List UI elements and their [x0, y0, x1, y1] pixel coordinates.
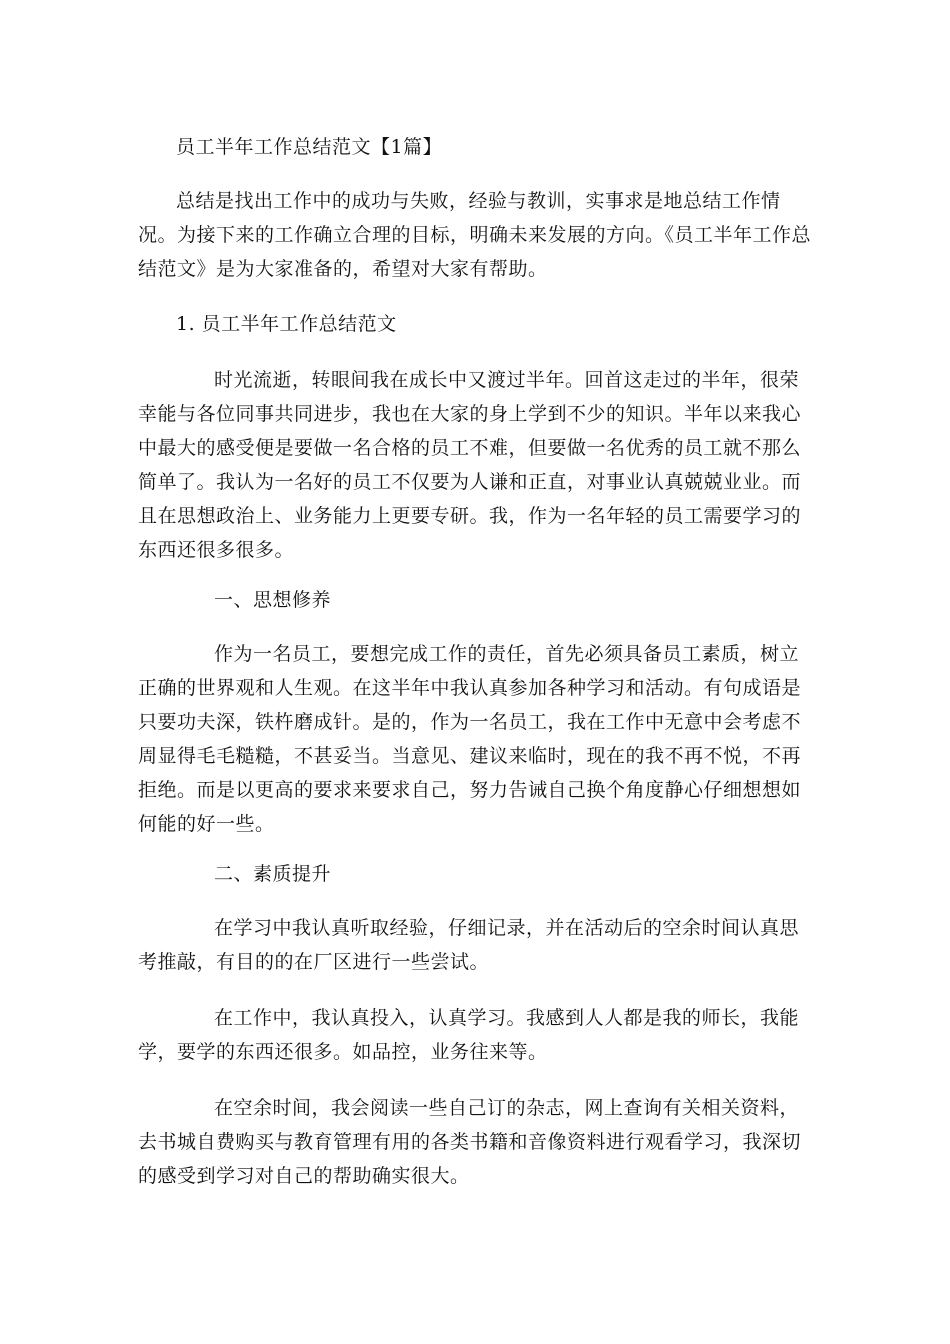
body-paragraph-1: 时光流逝，转眼间我在成长中又渡过半年。回首这走过的半年，很荣幸能与各位同事共同进步，我也在大家的身上学到不少的知识。半年以来我心中最大的感受便是要做一名合格的员工不难，但要做一名优秀的员工就不那么简单了。我认为一名好的员工不仅要为人谦和正直，对事业认真兢兢业业。而且在思想政治上、业务能力上更要专研。我，作为一名年轻的员工需要学习的东西还很多很多。 [138, 369, 802, 561]
document-title: 员工半年工作总结范文【1篇】 [176, 136, 443, 158]
body-paragraph-3: 在学习中我认真听取经验，仔细记录，并在活动后的空余时间认真思考推敲，有目的的在厂区进行一些尝试。 [138, 917, 800, 973]
section-title: 1. 员工半年工作总结范文 [176, 313, 397, 335]
intro-paragraph: 总结是找出工作中的成功与失败，经验与教训，实事求是地总结工作情况。为接下来的工作确立合理的目标，明确未来发展的方向。《员工半年工作总结范文》是为大家准备的，希望对大家有帮助。 [138, 190, 812, 280]
heading-quality-improvement: 二、素质提升 [214, 863, 332, 885]
body-paragraph-5: 在空余时间，我会阅读一些自己订的杂志，网上查询有关相关资料，去书城自费购买与教育管理有用的各类书籍和音像资料进行观看学习，我深切的感受到学习对自己的帮助确实很大。 [138, 1097, 802, 1187]
body-paragraph-4: 在工作中，我认真投入，认真学习。我感到人人都是我的师长，我能学，要学的东西还很多。如品控，业务往来等。 [138, 1007, 800, 1063]
body-paragraph-2: 作为一名员工，要想完成工作的责任，首先必须具备员工素质，树立正确的世界观和人生观。在这半年中我认真参加各种学习和活动。有句成语是只要功夫深，铁杵磨成针。是的，作为一名员工，我在工作中无意中会考虑不周显得毛毛糙糙，不甚妥当。当意见、建议来临时，现在的我不再不悦，不再拒绝。而是以更高的要求来要求自己，努力告诫自己换个角度静心仔细想想如何能的好一些。 [138, 643, 802, 835]
heading-thought-cultivation: 一、思想修养 [214, 589, 332, 611]
